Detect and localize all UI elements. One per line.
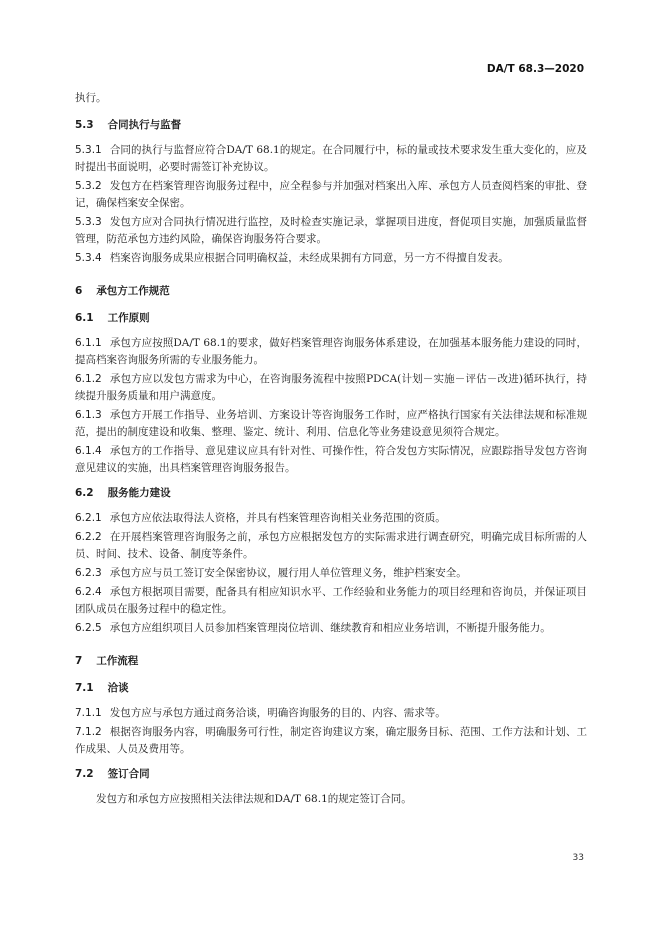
chapter-heading-7: 7 工作流程 <box>75 655 139 667</box>
section-heading-6-1: 6.1 工作原则 <box>75 312 150 324</box>
chapter-heading-6: 6 承包方工作规范 <box>75 285 170 297</box>
page-content <box>75 90 587 808</box>
clause-5-3-1: 5.3.1 合同的执行与监督应符合DA/T 68.1的规定。在合同履行中，标的量或技术要求发生重大变化的，应及时提出书面说明，必要时需签订补充协议。 <box>75 144 587 173</box>
section-heading-7-2: 7.2 签订合同 <box>75 768 150 780</box>
document-code: DA/T 68.3—2020 <box>486 63 584 75</box>
clause-6-2-5: 6.2.5 承包方应组织项目人员参加档案管理岗位培训、继续教育和相应业务培训，不断提升服务能力。 <box>75 622 551 634</box>
clause-5-3-4: 5.3.4 档案咨询服务成果应根据合同明确权益，未经成果拥有方同意，另一方不得擅自发表。 <box>75 252 509 264</box>
continuation-text: 执行。 <box>75 92 107 104</box>
clause-5-3-2: 5.3.2 发包方在档案管理咨询服务过程中，应全程参与并加强对档案出入库、承包方人员查阅档案的审批、登记，确保档案安全保密。 <box>75 180 587 209</box>
clause-6-2-4: 6.2.4 承包方根据项目需要，配备具有相应知识水平、工作经验和业务能力的项目经理和咨询员，并保证项目团队成员在服务过程中的稳定性。 <box>75 586 587 615</box>
clause-6-1-1: 6.1.1 承包方应按照DA/T 68.1的要求，做好档案管理咨询服务体系建设，在加强基本服务能力建设的同时，提高档案咨询服务所需的专业服务能力。 <box>75 337 587 366</box>
page-number: 33 <box>572 853 584 863</box>
section-heading-6-2: 6.2 服务能力建设 <box>75 487 171 499</box>
clause-7-1-2: 7.1.2 根据咨询服务内容，明确服务可行性，制定咨询建议方案，确定服务目标、范围、工作方法和计划、工作成果、人员及费用等。 <box>75 726 587 755</box>
clause-6-2-3: 6.2.3 承包方应与员工签订安全保密协议，履行用人单位管理义务，维护档案安全。 <box>75 567 467 579</box>
clause-6-2-2: 6.2.2 在开展档案管理咨询服务之前，承包方应根据发包方的实际需求进行调查研究，明确完成目标所需的人员、时间、技术、设备、制度等条件。 <box>75 531 587 560</box>
clause-5-3-3: 5.3.3 发包方应对合同执行情况进行监控，及时检查实施记录，掌握项目进度，督促项目实施，加强质量监督管理，防范承包方违约风险，确保咨询服务符合要求。 <box>75 216 587 245</box>
clause-6-1-3: 6.1.3 承包方开展工作指导、业务培训、方案设计等咨询服务工作时，应严格执行国家有关法律法规和标准规范，提出的制度建设和收集、整理、鉴定、统计、利用、信息化等业务建设意见须符合规定。 <box>75 409 587 438</box>
section-heading-5-3: 5.3 合同执行与监督 <box>75 119 182 131</box>
clause-6-2-1: 6.2.1 承包方应依法取得法人资格，并具有档案管理咨询相关业务范围的资质。 <box>75 512 446 524</box>
clause-7-1-1: 7.1.1 发包方应与承包方通过商务洽谈，明确咨询服务的目的、内容、需求等。 <box>75 707 446 719</box>
clause-6-1-2: 6.1.2 承包方应以发包方需求为中心，在咨询服务流程中按照PDCA(计划－实施－评估－改进)循环执行，持续提升服务质量和用户满意度。 <box>75 373 587 402</box>
clause-6-1-4: 6.1.4 承包方的工作指导、意见建议应具有针对性、可操作性，符合发包方实际情况，应跟踪指导发包方咨询意见建议的实施，出具档案管理咨询服务报告。 <box>75 445 587 474</box>
section-heading-7-1: 7.1 洽谈 <box>75 682 129 694</box>
clause-7-2-body: 发包方和承包方应按照相关法律法规和DA/T 68.1的规定签订合同。 <box>96 793 412 805</box>
